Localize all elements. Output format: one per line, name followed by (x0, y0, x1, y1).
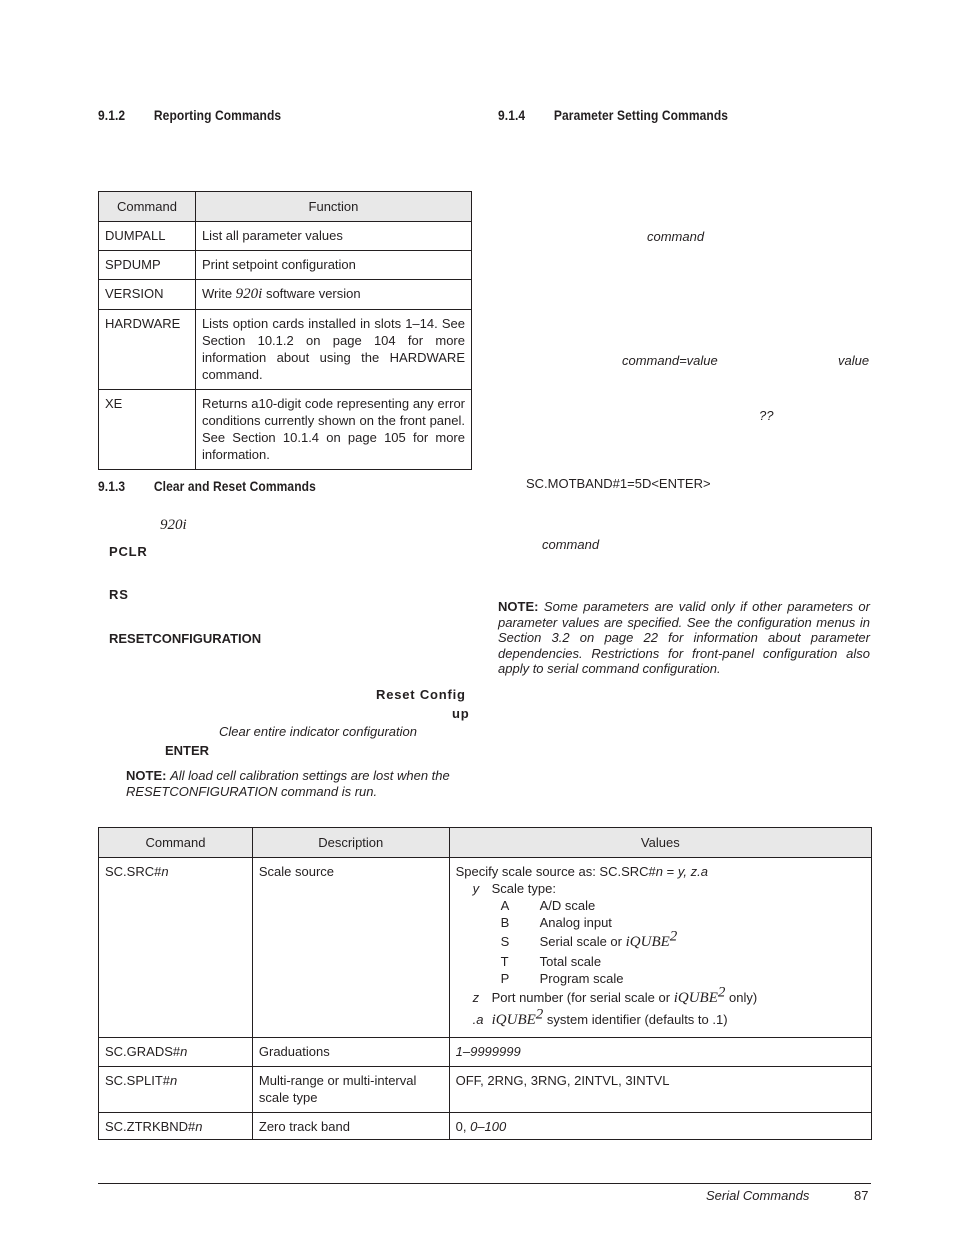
type-label-text: Serial scale or (539, 934, 626, 949)
function-cell: Lists option cards installed in slots 1–14. See Section 10.1.2 on page 104 for more information about using the HARDWARE command. (195, 310, 471, 390)
z-key: z (472, 990, 480, 1005)
command-cell: XE (99, 390, 196, 470)
section-title: Clear and Reset Commands (153, 478, 316, 494)
y-key: y (472, 881, 480, 896)
brand-name: iQUBE (673, 990, 718, 1006)
values-intro (456, 863, 865, 880)
example-command: SC.MOTBAND#1=5D<ENTER> (526, 476, 711, 491)
type-row (456, 914, 865, 931)
function-cell: List all parameter values (195, 222, 471, 251)
reporting-commands-table (98, 191, 472, 470)
z-label (491, 984, 758, 1009)
brand-superscript: 2 (669, 928, 678, 945)
table-row (99, 1113, 872, 1140)
type-label: Analog input (539, 915, 612, 930)
description-cell: Graduations (252, 1038, 449, 1067)
section-title: Parameter Setting Commands (553, 107, 729, 123)
command-index: n (170, 1073, 178, 1088)
type-label (539, 928, 678, 953)
pclr-command: PCLR (109, 544, 148, 559)
footer-title: Serial Commands (706, 1188, 810, 1203)
enter-key-label: ENTER (165, 743, 210, 758)
type-row (456, 897, 865, 914)
command-cell: DUMPALL (99, 222, 196, 251)
table-row (99, 390, 472, 470)
values-cell (449, 1113, 871, 1140)
type-label: A/D scale (539, 898, 596, 913)
command-cell: HARDWARE (99, 310, 196, 390)
intro-index: n (655, 864, 663, 879)
values-range: 0–100 (470, 1119, 507, 1134)
command-cell (99, 1067, 253, 1113)
clear-config-prompt: Clear entire indicator configuration (219, 724, 417, 739)
z-row (456, 984, 865, 1009)
function-cell (195, 280, 471, 310)
command-term: command (542, 537, 600, 552)
table-row (99, 280, 472, 310)
note-label: NOTE: (498, 599, 539, 614)
brand-superscript: 2 (717, 984, 726, 1001)
table-row (99, 1038, 872, 1067)
note-text: All load cell calibration settings are lost when the RESETCONFIGURATION command is run. (126, 768, 450, 799)
section-heading-9-1-4 (498, 107, 728, 123)
section-heading-9-1-2 (98, 107, 281, 123)
description-cell: Zero track band (252, 1113, 449, 1140)
type-key: A (500, 898, 510, 913)
values-cell (449, 858, 871, 1038)
command-index: n (195, 1119, 203, 1134)
a-key: .a (472, 1012, 484, 1027)
description-cell: Scale source (252, 858, 449, 1038)
table-row (99, 251, 472, 280)
command-cell (99, 1113, 253, 1140)
command-text: SC.GRADS# (105, 1044, 181, 1059)
table-row (99, 858, 872, 1038)
command-value-term: command=value (622, 353, 718, 368)
a-text: system identifier (defaults to .1) (543, 1012, 728, 1027)
values-text: 0, (455, 1119, 471, 1134)
type-row (456, 953, 865, 970)
command-cell (99, 858, 253, 1038)
rs-command: RS (109, 587, 129, 602)
scale-parameters-table (98, 827, 872, 1140)
command-cell: SPDUMP (99, 251, 196, 280)
intro-eq: = (663, 864, 678, 879)
column-header-values: Values (449, 828, 871, 858)
note-text: Some parameters are valid only if other parameters or parameter values are specified. See the configuration menus in Section 3.2 on page 22 for information about parameter dependencies. Restrictions for front-panel configuration also apply to serial command configuration. (498, 599, 870, 676)
function-text: Write (201, 286, 236, 301)
column-header-function: Function (195, 192, 471, 222)
model-name: 920i (160, 517, 187, 533)
brand-name: iQUBE (625, 934, 670, 950)
command-cell (99, 1038, 253, 1067)
command-text: SC.SPLIT# (105, 1073, 171, 1088)
command-term: command (647, 229, 705, 244)
table-header-row (99, 828, 872, 858)
note-label: NOTE: (126, 768, 167, 783)
y-row (456, 880, 865, 897)
command-index: n (161, 864, 169, 879)
intro-values: y, z.a (677, 864, 708, 879)
section-number: 9.1.2 (98, 107, 126, 123)
command-text: SC.ZTRKBND# (105, 1119, 196, 1134)
footer-divider (98, 1183, 871, 1184)
values-cell: OFF, 2RNG, 3RNG, 2INTVL, 3INTVL (449, 1067, 871, 1113)
y-label: Scale type: (491, 881, 556, 896)
command-cell: VERSION (99, 280, 196, 310)
intro-text: Specify scale source as: SC.SRC# (455, 864, 656, 879)
z-text: only) (725, 990, 758, 1005)
table-row (99, 1067, 872, 1113)
function-text: software version (262, 286, 361, 301)
column-header-description: Description (252, 828, 449, 858)
value-term: value (838, 353, 870, 368)
z-text: Port number (for serial scale or (491, 990, 674, 1005)
function-cell: Print setpoint configuration (195, 251, 471, 280)
type-row (456, 970, 865, 987)
page-number: 87 (854, 1188, 869, 1203)
table-header-row (99, 192, 472, 222)
type-label: Program scale (539, 971, 624, 986)
calibration-note (126, 768, 472, 800)
resetconfiguration-command: RESETCONFIGURATION (109, 631, 262, 646)
a-label (491, 1006, 728, 1031)
model-name: 920i (235, 286, 263, 302)
section-title: Reporting Commands (153, 107, 282, 123)
command-text: SC.SRC# (105, 864, 162, 879)
type-label: Total scale (539, 954, 602, 969)
a-row (456, 1006, 865, 1031)
values-cell: 1–9999999 (449, 1038, 871, 1067)
table-row (99, 222, 472, 251)
section-number: 9.1.3 (98, 478, 126, 494)
parameter-note (498, 599, 870, 677)
type-key: T (500, 954, 509, 969)
up-key-label: up (452, 706, 470, 721)
column-header-command: Command (99, 192, 196, 222)
table-row (99, 310, 472, 390)
type-key: B (500, 915, 510, 930)
section-heading-9-1-3 (98, 478, 316, 494)
brand-name: iQUBE (491, 1012, 536, 1028)
description-cell: Multi-range or multi-interval scale type (252, 1067, 449, 1113)
column-header-command: Command (99, 828, 253, 858)
type-key: S (500, 934, 510, 949)
type-key: P (500, 971, 510, 986)
brand-superscript: 2 (535, 1006, 544, 1023)
query-term: ?? (759, 408, 774, 423)
reset-config-label: Reset Config (376, 687, 466, 702)
function-cell: Returns a10-digit code representing any error conditions currently shown on the front panel. See Section 10.1.4 on page 105 for more information. (195, 390, 471, 470)
command-index: n (180, 1044, 188, 1059)
section-number: 9.1.4 (498, 107, 526, 123)
type-row (456, 928, 865, 953)
